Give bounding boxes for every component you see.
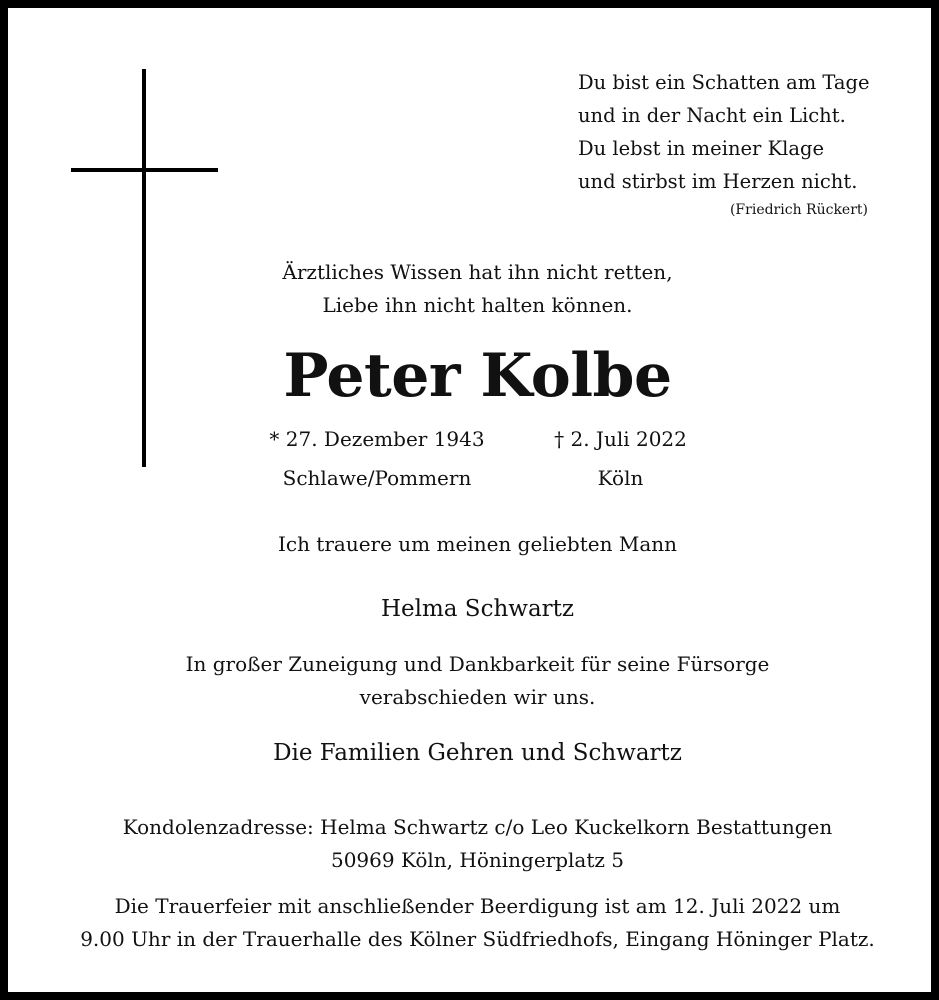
poem-line: Du bist ein Schatten am Tage xyxy=(578,71,870,94)
deceased-name: Peter Kolbe xyxy=(283,341,672,411)
gratitude-text xyxy=(8,648,939,714)
cross-icon-horizontal-bar xyxy=(71,168,218,172)
poem-author: (Friedrich Rückert) xyxy=(729,202,868,218)
poem-line: und stirbst im Herzen nicht. xyxy=(578,170,858,193)
poem-line: und in der Nacht ein Licht. xyxy=(578,104,846,127)
condolence-line: Kondolenzadresse: Helma Schwartz c/o Leo Kuckelkorn Bestattungen xyxy=(122,815,833,839)
funeral-line: Die Trauerfeier mit anschließender Beerdigung ist am 12. Juli 2022 um xyxy=(114,894,841,918)
funeral-info xyxy=(8,890,939,956)
death-date: † 2. Juli 2022 xyxy=(554,427,687,451)
mourning-text: Ich trauere um meinen geliebten Mann xyxy=(277,532,678,556)
poem xyxy=(578,66,870,198)
birth-date: * 27. Dezember 1943 xyxy=(269,427,485,451)
death-place: Köln xyxy=(597,466,644,490)
intro-line: Liebe ihn nicht halten können. xyxy=(322,293,633,317)
widow-name: Helma Schwartz xyxy=(380,596,575,622)
birth-place: Schlawe/Pommern xyxy=(282,466,472,490)
gratitude-line: In großer Zuneigung und Dankbarkeit für seine Fürsorge xyxy=(185,652,770,676)
poem-line: Du lebst in meiner Klage xyxy=(578,137,825,160)
intro-text xyxy=(8,256,939,322)
funeral-line: 9.00 Uhr in der Trauerhalle des Kölner Südfriedhofs, Eingang Höninger Platz. xyxy=(80,927,875,951)
condolence-line: 50969 Köln, Höningerplatz 5 xyxy=(330,848,625,872)
gratitude-line: verabschieden wir uns. xyxy=(359,685,596,709)
families-signature: Die Familien Gehren und Schwartz xyxy=(273,740,682,766)
condolence-address xyxy=(8,811,939,877)
intro-line: Ärztliches Wissen hat ihn nicht retten, xyxy=(282,260,673,284)
